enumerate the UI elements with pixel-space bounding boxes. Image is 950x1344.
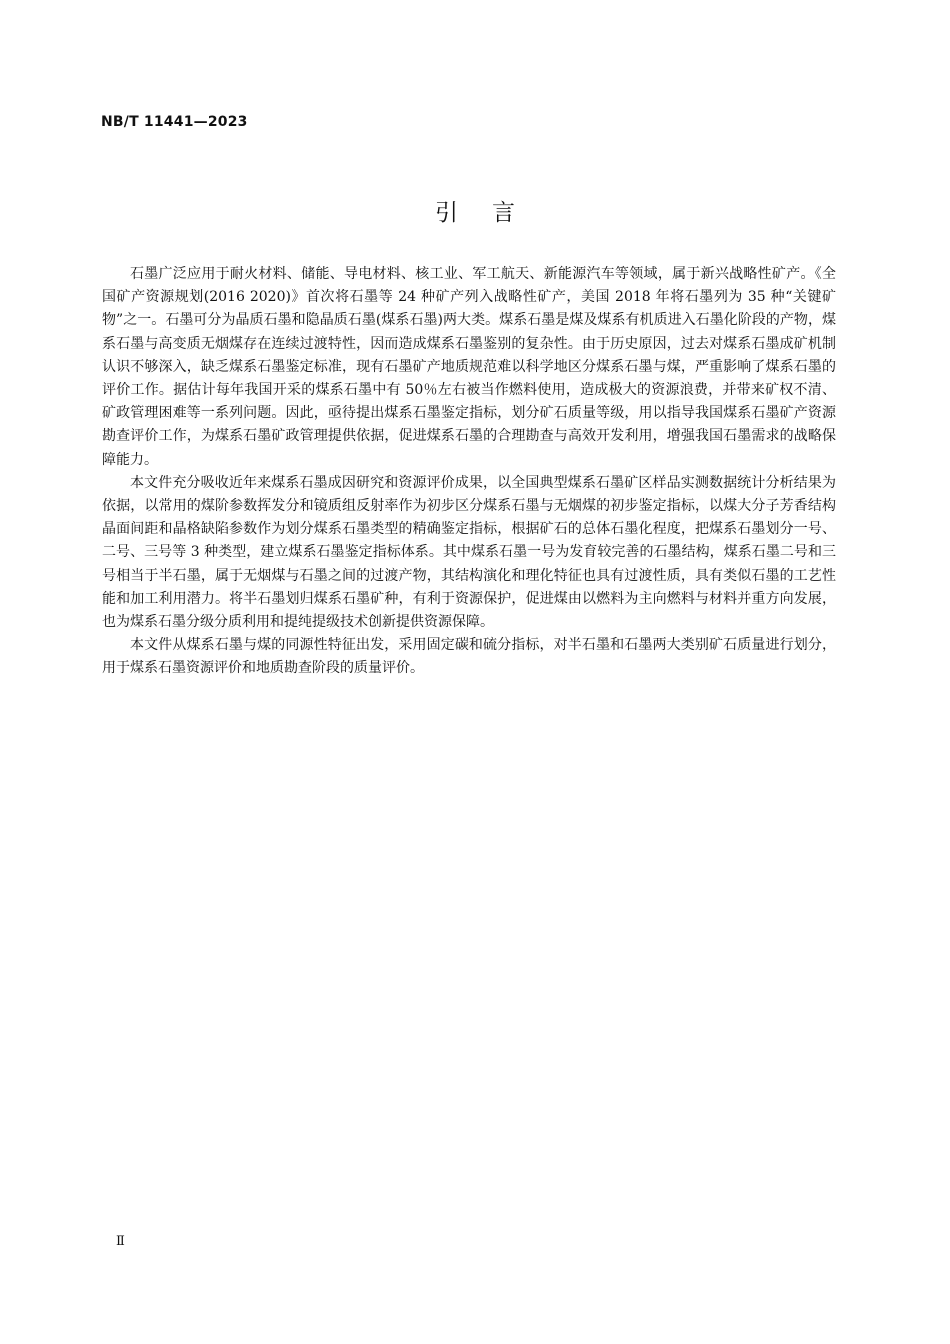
paragraph: 本文件从煤系石墨与煤的同源性特征出发，采用固定碳和硫分指标，对半石墨和石墨两大类别矿石质量进行划分，用于煤系石墨资源评价和地质勘查阶段的质量评价。 [102, 637, 836, 677]
introduction-body [102, 263, 836, 681]
paragraph: 石墨广泛应用于耐火材料、储能、导电材料、核工业、军工航天、新能源汽车等领域，属于新兴战略性矿产。《全国矿产资源规划(2016 2020)》首次将石墨等 24 种矿产列入战略性矿产，美国 2018 年将石墨列为 35 种“关键矿物”之一。石墨可分为晶质石墨和隐晶质石墨(煤系石墨)两大类。煤系石墨是煤及煤系有机质进入石墨化阶段的产物，煤系石墨与高变质无烟煤存在连续过渡特性，因而造成煤系石墨鉴别的复杂性。由于历史原因，过去对煤系石墨成矿机制认识不够深入，缺乏煤系石墨鉴定标准，现有石墨矿产地质规范难以科学地区分煤系石墨与煤，严重影响了煤系石墨的评价工作。据估计每年我国开采的煤系石墨中有 50％左右被当作燃料使用，造成极大的资源浪费，并带来矿权不清、矿政管理困难等一系列问题。因此，亟待提出煤系石墨鉴定指标，划分矿石质量等级，用以指导我国煤系石墨矿产资源勘查评价工作，为煤系石墨矿政管理提供依据，促进煤系石墨的合理勘查与高效开发利用，增强我国石墨需求的战略保障能力。 [102, 266, 836, 468]
page-number: Ⅱ [116, 1234, 125, 1249]
paragraph: 本文件充分吸收近年来煤系石墨成因研究和资源评价成果，以全国典型煤系石墨矿区样品实测数据统计分析结果为依据，以常用的煤阶参数挥发分和镜质组反射率作为初步区分煤系石墨与无烟煤的初步鉴定指标，以煤大分子芳香结构晶面间距和晶格缺陷参数作为划分煤系石墨类型的精确鉴定指标，根据矿石的总体石墨化程度，把煤系石墨划分一号、二号、三号等 3 种类型，建立煤系石墨鉴定指标体系。其中煤系石墨一号为发育较完善的石墨结构，煤系石墨二号和三号相当于半石墨，属于无烟煤与石墨之间的过渡产物，其结构演化和理化特征也具有过渡性质，具有类似石墨的工艺性能和加工利用潜力。将半石墨划归煤系石墨矿种，有利于资源保护，促进煤由以燃料为主向燃料与材料并重方向发展，也为煤系石墨分级分质利用和提纯提级技术创新提供资源保障。 [102, 474, 836, 631]
page-title: 引言 [435, 200, 549, 226]
standard-code: NB/T 11441—2023 [101, 114, 248, 130]
